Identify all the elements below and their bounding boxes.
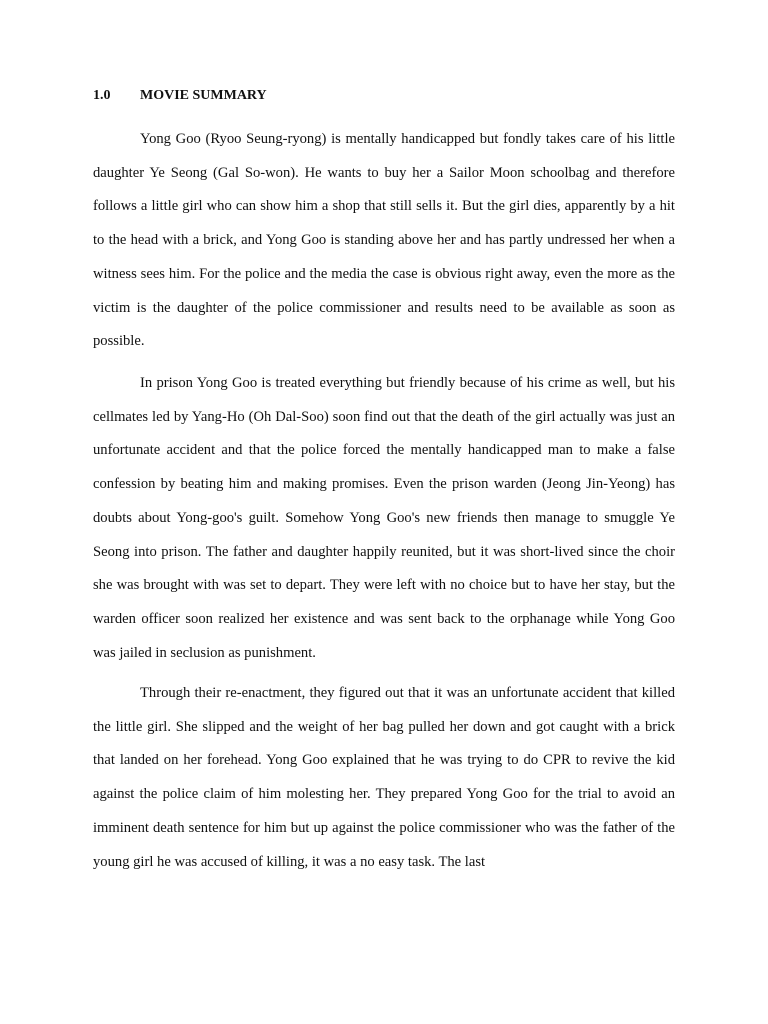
paragraph-3: Through their re-enactment, they figured out that it was an unfortunate accident that killed the little girl. She slipped and the weight of her bag pulled her down and got caught with a brick that landed on her forehead. Yong Goo explained that he was trying to do CPR to revive the kid against the police claim of him molesting her. They prepared Yong Goo for the trial to avoid an imminent death sentence for him but up against the police commissioner who was the father of the young girl he was accused of killing, it was a no easy task. The last bbox=[93, 685, 675, 870]
section-number: 1.0 bbox=[93, 88, 111, 103]
paragraph-2: In prison Yong Goo is treated everything but friendly because of his crime as well, but his cellmates led by Yang-Ho (Oh Dal-Soo) soon find out that the death of the girl actually was just an unfortunate accident and that the police forced the mentally handicapped man to make a false confession by beating him and making promises. Even the prison warden (Jeong Jin-Yeong) has doubts about Yong-goo's guilt. Somehow Yong Goo's new friends then manage to smuggle Ye Seong into prison. The father and daughter happily reunited, but it was short-lived since the choir she was brought with was set to depart. They were left with no choice but to have her stay, but the warden officer soon realized her existence and was sent back to the orphanage while Yong Goo was jailed in seclusion as punishment. bbox=[93, 375, 675, 661]
paragraph-1: Yong Goo (Ryoo Seung-ryong) is mentally handicapped but fondly takes care of his little daughter Ye Seong (Gal So-won). He wants to buy her a Sailor Moon schoolbag and therefore follows a little girl who can show him a shop that still sells it. But the girl dies, apparently by a hit to the head with a brick, and Yong Goo is standing above her and has partly undressed her when a witness sees him. For the police and the media the case is obvious right away, even the more as the victim is the daughter of the police commissioner and results need to be available as soon as possible. bbox=[93, 131, 675, 350]
section-heading bbox=[93, 86, 267, 106]
section-title: MOVIE SUMMARY bbox=[140, 88, 267, 103]
